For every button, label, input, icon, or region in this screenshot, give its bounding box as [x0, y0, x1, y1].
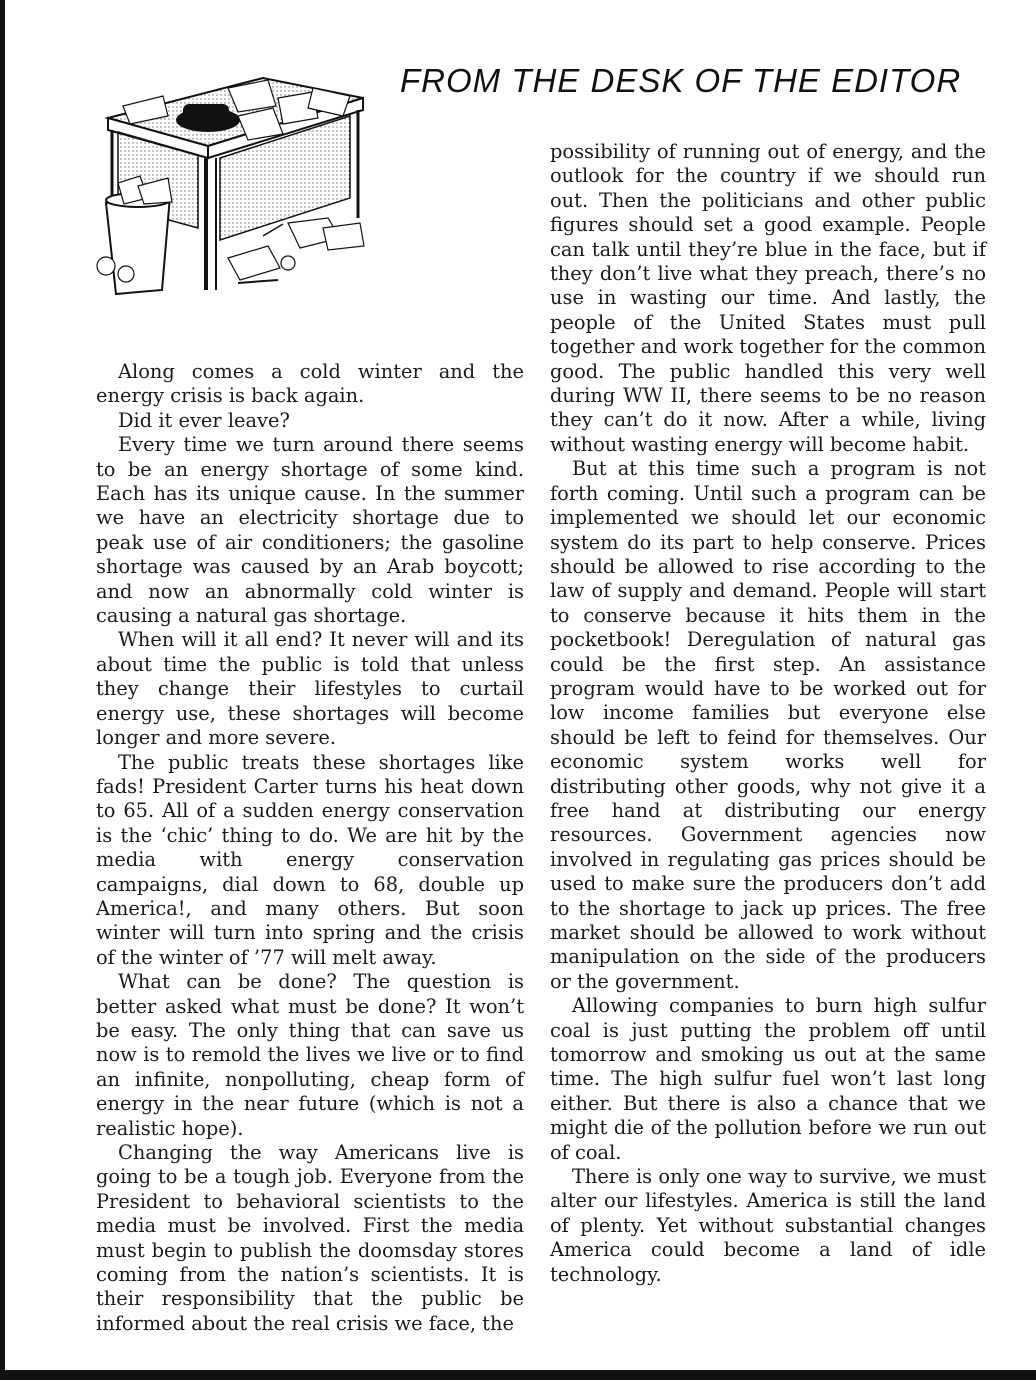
article-paragraph: Every time we turn around there seems to be an energy shortage of some kind. Each has its unique cause. In the summer we have an electricity shortage due to peak use of air conditioners; the gasoline shortage was caused by an Arab boycott; and now an abnormally cold winter is causing a natural gas shortage. [96, 433, 524, 628]
article-paragraph: Did it ever leave? [118, 408, 290, 432]
article-paragraph: But at this time such a program is not forth coming. Until such a program can be implemented we should let our economic system do its part to help conserve. Prices should be allowed to rise according to the law of supply and demand. People will start to conserve because it hits them in the pocketbook! Deregulation of natural gas could be the first step. An assistance program would have to be worked out for low income families but everyone else should be left to feind for themselves. Our economic system works well for distributing other goods, why not give it a free hand at distributing our energy resources. Government agencies now involved in regulating gas prices should be used to make sure the producers don’t add to the shortage to jack up prices. The free market should be allowed to work without manipulation on the side of the producers or the government. [550, 457, 986, 993]
article-column-left [96, 360, 524, 1336]
article-paragraph: The public treats these shortages like fads! President Carter turns his heat down to 65. All of a sudden energy conservation is the ‘chic’ thing to do. We are hit by the media with energy conservation campaigns, dial down to 68, double up America!, and many others. But soon winter will turn into spring and the crisis of the winter of ’77 will melt away. [96, 750, 524, 969]
page-edge-rule [0, 0, 5, 1380]
telephone-handset [183, 104, 229, 118]
paper [228, 246, 280, 280]
messy-desk-illustration [88, 58, 378, 298]
desk-drawing [88, 58, 378, 298]
article-paragraph: When will it all end? It never will and its about time the public is told that unless they change their lifestyles to curtail energy use, these shortages will become longer and more severe. [96, 628, 524, 750]
waste-basket [106, 196, 170, 294]
article-paragraph: What can be done? The question is better asked what must be done? It won’t be easy. The only thing that can save us now is to remold the lives we live or to find an infinite, nonpolluting, cheap form of energy in the near future (which is not a realistic hope). [96, 970, 524, 1140]
page-title: FROM THE DESK OF THE EDITOR [400, 62, 962, 99]
article-paragraph: Changing the way Americans live is going to be a tough job. Everyone from the President to behavioral scientists to the media must be involved. First the media must begin to publish the doomsday stores coming from the nation’s scientists. It is their responsibility that the public be informed about the real crisis we face, the [96, 1141, 524, 1335]
crumpled-paper [118, 266, 134, 282]
paper [323, 223, 364, 250]
article-paragraph: Along comes a cold winter and the energy crisis is back again. [96, 360, 524, 408]
article-paragraph: Allowing companies to burn high sulfur coal is just putting the problem off until tomorrow and smoking us out at the same time. The high sulfur fuel won’t last long either. But there is also a chance that we might die of the pollution before we run out of coal. [550, 994, 986, 1164]
article-paragraph: possibility of running out of energy, and the outlook for the country if we should run out. Then the politicians and other public figures should set a good example. People can talk until they’re blue in the face, but if they don’t live what they preach, there’s no use in wasting our time. And lastly, the people of the United States must pull together and work together for the common good. The public handled this very well during WW II, there seems to be no reason they can’t do it now. After a while, living without wasting energy will become habit. [550, 140, 986, 456]
pencil [238, 280, 278, 283]
crumpled-paper [97, 257, 115, 275]
page-bottom-rule [0, 1370, 1036, 1380]
crumpled-paper [281, 256, 295, 270]
article-column-right [550, 140, 986, 1287]
article-paragraph: There is only one way to survive, we must alter our lifestyles. America is still the land of plenty. Yet without substantial changes America could become a land of idle technology. [550, 1165, 986, 1286]
